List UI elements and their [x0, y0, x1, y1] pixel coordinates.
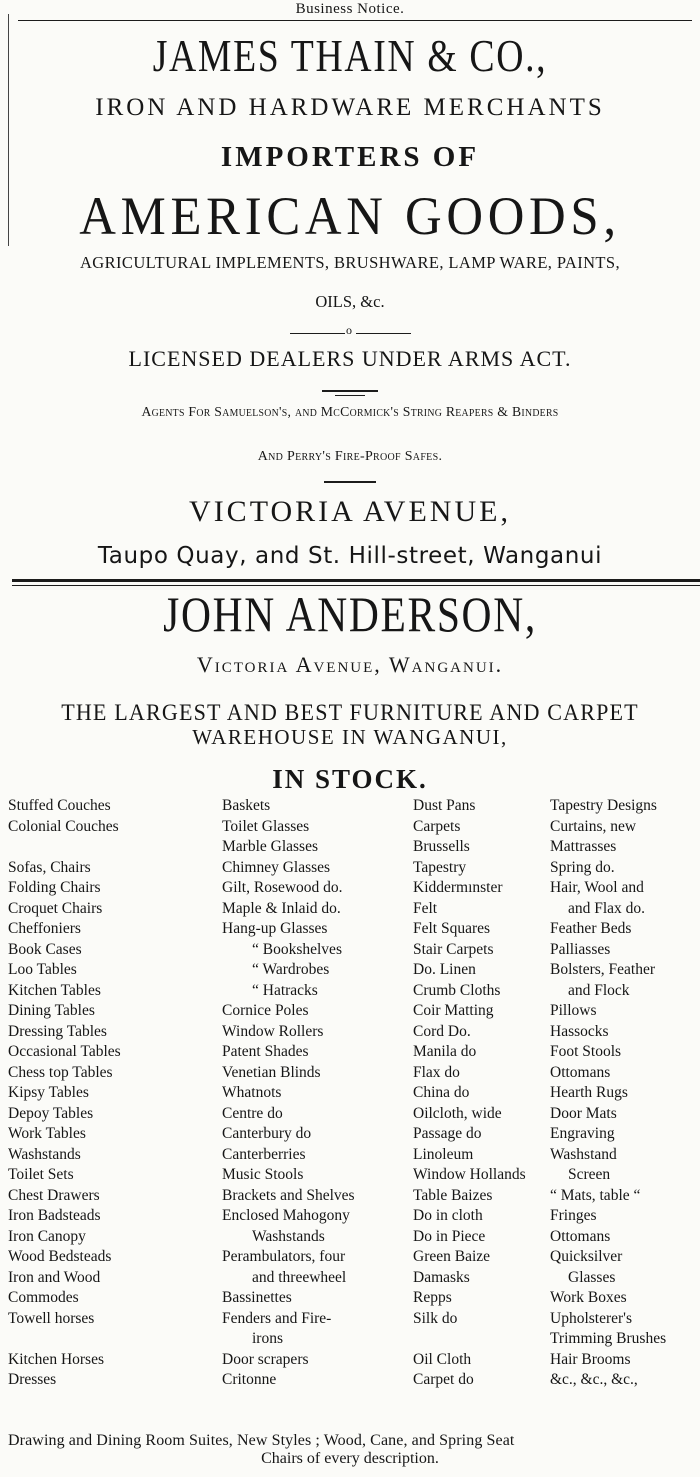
ad-separator-thick	[12, 579, 700, 582]
stock-item: Work Tables	[8, 1125, 86, 1142]
thain-importers: IMPORTERS OF	[220, 141, 480, 173]
stock-item: Iron Canopy	[8, 1227, 86, 1245]
stock-item: Tapestry	[413, 858, 467, 876]
stock-item: Canterberries	[222, 1145, 306, 1163]
thain-agents-line2: And Perry's Fire-Proof Safes.	[257, 449, 443, 464]
stock-item: Critonne	[222, 1371, 277, 1388]
stock-item: Bolsters, Feather	[550, 961, 656, 978]
stock-item: Washstand	[550, 1145, 617, 1163]
stock-item: Kiddermınster	[413, 879, 503, 896]
stock-item: “ Bookshelves	[252, 940, 342, 958]
stock-item: Green Baize	[413, 1248, 491, 1265]
anderson-tagline-1: THE LARGEST AND BEST FURNITURE AND CARPET	[61, 700, 639, 725]
thain-street: VICTORIA AVENUE,	[189, 495, 511, 528]
anderson-name: JOHN ANDERSON,	[163, 586, 537, 642]
stock-item: Wood Bedsteads	[8, 1248, 112, 1265]
divider-rule-right	[356, 333, 411, 334]
stock-item: Table Baizes	[413, 1186, 493, 1204]
stock-item: Centre do	[222, 1104, 283, 1122]
anderson-address: Victoria Avenue, Wanganui.	[196, 652, 504, 677]
stock-item: Washstands	[252, 1227, 325, 1245]
stock-item: “ Hatracks	[252, 981, 318, 999]
stock-item: Maple & Inlaid do.	[222, 899, 341, 917]
divider-rule-left	[290, 333, 345, 334]
stock-item: Palliasses	[550, 940, 611, 958]
divider-mark: o	[346, 323, 352, 337]
stock-item: Stuffed Couches	[8, 797, 111, 814]
stock-item: Marble Glasses	[222, 838, 318, 855]
stock-item: Window Hollands	[413, 1166, 526, 1183]
stock-item: Silk do	[413, 1309, 458, 1327]
stock-item: Ottomans	[550, 1227, 611, 1245]
stock-item: Feather Beds	[550, 920, 632, 937]
stock-item: Coir Matting	[413, 1002, 494, 1019]
stock-item: Occasional Tables	[8, 1043, 121, 1060]
stock-item: and Flock	[568, 981, 630, 999]
stock-item	[8, 837, 121, 858]
stock-item: Whatnots	[222, 1084, 282, 1101]
stock-item: irons	[252, 1330, 283, 1347]
stock-column-1	[8, 796, 121, 1391]
stock-item: “ Wardrobes	[252, 961, 330, 978]
stock-item: Iron Badsteads	[8, 1207, 101, 1224]
stock-item: Kitchen Horses	[8, 1350, 104, 1368]
thain-lines2: OILS, &c.	[315, 292, 385, 311]
stock-item: Linoleum	[413, 1145, 474, 1163]
stock-item: Carpet do	[413, 1371, 474, 1388]
thain-location: Taupo Quay, and St. Hill-street, Wanganui	[97, 543, 603, 569]
stock-item: Hassocks	[550, 1022, 609, 1040]
stock-item: Tapestry Designs	[550, 797, 657, 814]
stock-item: Oil Cloth	[413, 1350, 472, 1368]
stock-item: Felt	[413, 899, 438, 917]
stock-item: Fenders and Fire-	[222, 1309, 332, 1327]
thain-trade: IRON AND HARDWARE MERCHANTS	[95, 94, 605, 121]
stock-item: Door scrapers	[222, 1350, 309, 1368]
agents-rule	[324, 481, 376, 483]
stock-item: Fringes	[550, 1207, 597, 1224]
stock-item: China do	[413, 1084, 470, 1101]
stock-item: Repps	[413, 1289, 452, 1306]
stock-item: Music Stools	[222, 1166, 304, 1183]
thain-license: LICENSED DEALERS UNDER ARMS ACT.	[128, 346, 572, 371]
stock-item: Do in cloth	[413, 1207, 483, 1224]
thain-agents-line1: Agents For Samuelson's, and McCormick's String Reapers & Binders	[141, 405, 559, 420]
stock-item: Kipsy Tables	[8, 1084, 89, 1101]
stock-item: &c., &c., &c.,	[550, 1371, 638, 1388]
stock-item: Manila do	[413, 1043, 477, 1060]
notice-header: Business Notice.	[295, 1, 405, 17]
stock-column-2	[222, 796, 355, 1391]
stock-item: Enclosed Mahogony	[222, 1207, 350, 1224]
stock-item: Mattrasses	[550, 838, 617, 855]
stock-item: Door Mats	[550, 1104, 617, 1122]
stock-item: Loo Tables	[8, 961, 77, 978]
stock-columns	[0, 796, 700, 1416]
stock-item: Cord Do.	[413, 1022, 471, 1040]
stock-item: Trimming Brushes	[550, 1330, 667, 1347]
stock-item: Dresses	[8, 1371, 57, 1388]
top-rule	[18, 20, 692, 21]
stock-item: Towell horses	[8, 1309, 95, 1327]
stock-item: Quicksilver	[550, 1248, 623, 1265]
stock-item: and threewheel	[252, 1268, 347, 1286]
stock-item: Do. Linen	[413, 961, 476, 978]
stock-item: Foot Stools	[550, 1043, 622, 1060]
stock-item: Flax do	[413, 1063, 460, 1081]
stock-item: Work Boxes	[550, 1289, 627, 1306]
stock-item: Window Rollers	[222, 1022, 324, 1040]
stock-item: Stair Carpets	[413, 940, 494, 958]
stock-item: Hang-up Glasses	[222, 920, 328, 937]
stock-item: Felt Squares	[413, 920, 491, 937]
stock-item: Depoy Tables	[8, 1104, 94, 1122]
stock-item: Cheffoniers	[8, 920, 81, 937]
stock-item: Hair, Wool and	[550, 879, 644, 896]
stock-item: Hearth Rugs	[550, 1084, 628, 1101]
stock-item: Carpets	[413, 817, 461, 835]
stock-item: Dressing Tables	[8, 1022, 107, 1040]
stock-item: Do in Piece	[413, 1227, 486, 1245]
stock-item: Patent Shades	[222, 1043, 309, 1060]
stock-heading: IN STOCK.	[272, 764, 428, 794]
stock-item: Pillows	[550, 1002, 597, 1019]
stock-item: Chest Drawers	[8, 1186, 100, 1204]
thain-name: JAMES THAIN & CO.,	[152, 30, 548, 81]
stock-item: Folding Chairs	[8, 879, 101, 896]
stock-item	[8, 1329, 121, 1350]
license-rule	[322, 390, 378, 392]
stock-item: Book Cases	[8, 940, 82, 958]
stock-item: Kitchen Tables	[8, 981, 101, 999]
stock-item: Baskets	[222, 797, 271, 814]
stock-item: Ottomans	[550, 1063, 611, 1081]
stock-item: Dining Tables	[8, 1002, 95, 1019]
stock-item: Toilet Glasses	[222, 817, 310, 835]
stock-item: Chess top Tables	[8, 1063, 113, 1081]
footer-line-2: Chairs of every description.	[261, 1450, 439, 1467]
stock-item: Washstands	[8, 1145, 81, 1163]
stock-item: Canterbury do	[222, 1125, 312, 1142]
stock-item: Brussells	[413, 838, 470, 855]
stock-item: Spring do.	[550, 858, 615, 876]
stock-column-4	[550, 796, 666, 1391]
thain-goods: AMERICAN GOODS,	[79, 186, 621, 246]
stock-item: “ Mats, table “	[550, 1186, 641, 1204]
stock-item: Hair Brooms	[550, 1350, 631, 1368]
stock-item: Bassinettes	[222, 1289, 292, 1306]
thain-lines: AGRICULTURAL IMPLEMENTS, BRUSHWARE, LAMP WARE, PAINTS,	[79, 253, 621, 272]
stock-item: Colonial Couches	[8, 817, 119, 835]
stock-item: Oilcloth, wide	[413, 1104, 502, 1122]
stock-item: Croquet Chairs	[8, 899, 103, 917]
stock-item: and Flax do.	[568, 899, 646, 917]
stock-item: Iron and Wood	[8, 1268, 101, 1286]
stock-item: Damasks	[413, 1268, 470, 1286]
anderson-tagline-2: WAREHOUSE IN WANGANUI,	[192, 725, 508, 749]
footer-line-1: Drawing and Dining Room Suites, New Styles ; Wood, Cane, and Spring Seat	[8, 1432, 515, 1449]
stock-item: Toilet Sets	[8, 1166, 74, 1183]
stock-item: Gilt, Rosewood do.	[222, 879, 343, 896]
license-rule-thin	[335, 395, 365, 396]
stock-item: Sofas, Chairs	[8, 858, 91, 876]
stock-item: Engraving	[550, 1125, 615, 1142]
stock-item: Venetian Blinds	[222, 1063, 321, 1081]
left-margin-rule	[8, 14, 9, 246]
stock-item: Curtains, new	[550, 817, 637, 835]
stock-item: Commodes	[8, 1289, 79, 1306]
stock-column-3	[413, 796, 526, 1391]
stock-item	[413, 1329, 526, 1350]
stock-item: Cornice Poles	[222, 1002, 309, 1019]
stock-item: Chimney Glasses	[222, 858, 331, 876]
stock-item: Crumb Cloths	[413, 981, 501, 999]
stock-item: Brackets and Shelves	[222, 1186, 355, 1204]
stock-item: Passage do	[413, 1125, 482, 1142]
stock-item: Upholsterer's	[550, 1309, 632, 1327]
stock-item: Glasses	[568, 1268, 616, 1286]
stock-item: Perambulators, four	[222, 1248, 346, 1265]
stock-item: Screen	[568, 1166, 611, 1183]
stock-item: Dust Pans	[413, 797, 476, 814]
